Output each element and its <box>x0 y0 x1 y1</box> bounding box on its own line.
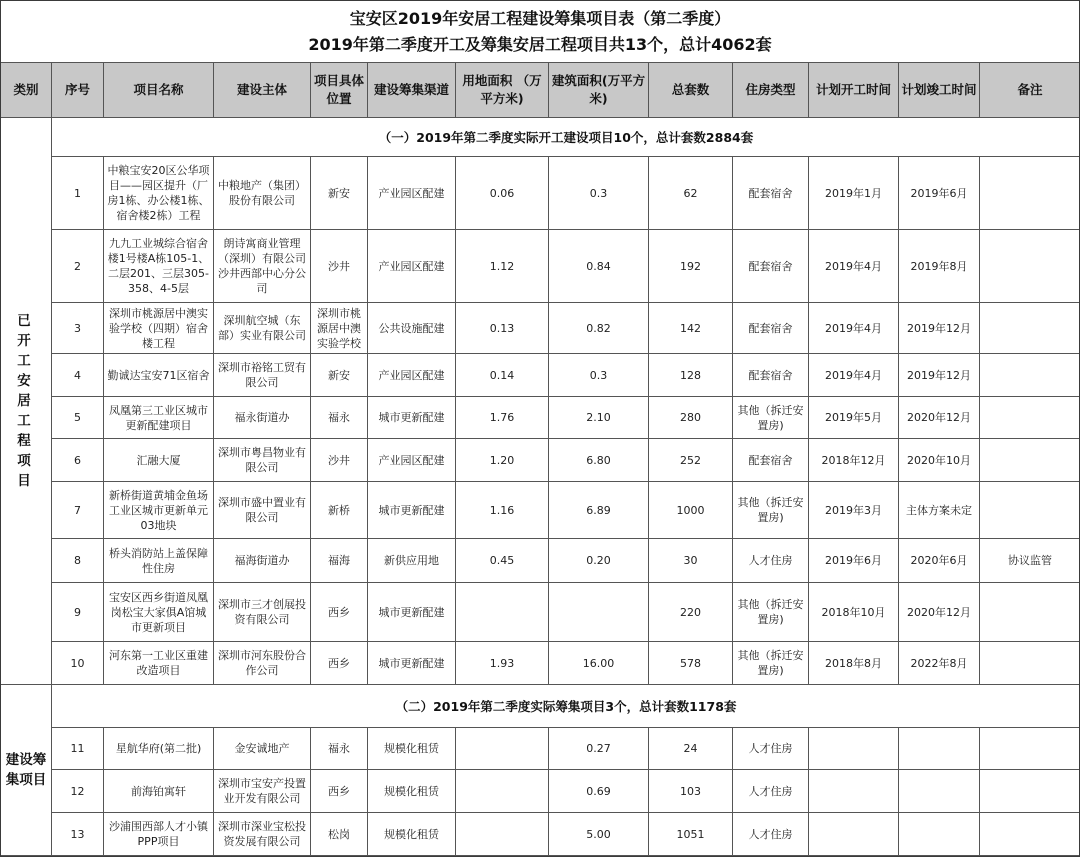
cell-building-area: 0.84 <box>549 230 649 303</box>
cell-building-area: 0.3 <box>549 354 649 397</box>
category-label: 已开工安居工程项目 <box>17 313 35 489</box>
cell-no: 7 <box>52 482 104 539</box>
cell-location: 西乡 <box>311 770 368 813</box>
col-header-no: 序号 <box>52 63 104 118</box>
cell-start: 2019年1月 <box>809 157 899 230</box>
cell-start: 2018年10月 <box>809 583 899 642</box>
cell-name: 河东第一工业区重建改造项目 <box>104 642 214 685</box>
cell-land-area: 0.06 <box>456 157 549 230</box>
cell-location: 福永 <box>311 397 368 439</box>
cell-builder: 福永街道办 <box>214 397 311 439</box>
cell-no: 6 <box>52 439 104 482</box>
section-heading: （二）2019年第二季度实际筹集项目3个，总计套数1178套 <box>52 685 1080 728</box>
cell-building-area: 6.80 <box>549 439 649 482</box>
cell-no: 12 <box>52 770 104 813</box>
cell-remark: 协议监管 <box>980 539 1080 583</box>
cell-finish: 2020年12月 <box>899 397 980 439</box>
cell-housing-type: 配套宿舍 <box>733 230 809 303</box>
cell-finish: 2020年6月 <box>899 539 980 583</box>
cell-start: 2019年5月 <box>809 397 899 439</box>
cell-location: 福海 <box>311 539 368 583</box>
cell-start: 2018年12月 <box>809 439 899 482</box>
col-header-housing-type: 住房类型 <box>733 63 809 118</box>
cell-channel: 规模化租赁 <box>368 728 456 770</box>
cell-land-area: 1.76 <box>456 397 549 439</box>
cell-builder: 深圳市盛中置业有限公司 <box>214 482 311 539</box>
cell-building-area: 2.10 <box>549 397 649 439</box>
cell-building-area: 16.00 <box>549 642 649 685</box>
cell-location: 西乡 <box>311 642 368 685</box>
cell-housing-type: 配套宿舍 <box>733 157 809 230</box>
cell-building-area: 0.20 <box>549 539 649 583</box>
cell-name: 前海铂寓轩 <box>104 770 214 813</box>
cell-no: 11 <box>52 728 104 770</box>
cell-name: 深圳市桃源居中澳实验学校（四期）宿舍楼工程 <box>104 303 214 354</box>
cell-units: 220 <box>649 583 733 642</box>
cell-location: 福永 <box>311 728 368 770</box>
cell-building-area: 0.27 <box>549 728 649 770</box>
cell-channel: 城市更新配建 <box>368 583 456 642</box>
cell-units: 103 <box>649 770 733 813</box>
cell-no: 9 <box>52 583 104 642</box>
cell-building-area: 0.82 <box>549 303 649 354</box>
cell-location: 西乡 <box>311 583 368 642</box>
cell-housing-type: 配套宿舍 <box>733 439 809 482</box>
cell-units: 128 <box>649 354 733 397</box>
cell-no: 3 <box>52 303 104 354</box>
cell-units: 142 <box>649 303 733 354</box>
section-heading: （一）2019年第二季度实际开工建设项目10个，总计套数2884套 <box>52 118 1080 157</box>
cell-channel: 城市更新配建 <box>368 482 456 539</box>
cell-builder: 深圳市粤昌物业有限公司 <box>214 439 311 482</box>
col-header-finish: 计划竣工时间 <box>899 63 980 118</box>
cell-channel: 规模化租赁 <box>368 770 456 813</box>
cell-units: 62 <box>649 157 733 230</box>
cell-housing-type: 配套宿舍 <box>733 354 809 397</box>
cell-builder: 深圳市深业宝松投资发展有限公司 <box>214 813 311 856</box>
cell-channel: 产业园区配建 <box>368 157 456 230</box>
cell-builder: 金安诚地产 <box>214 728 311 770</box>
cell-builder: 深圳市裕铭工贸有限公司 <box>214 354 311 397</box>
cell-no: 1 <box>52 157 104 230</box>
cell-name: 沙浦围西部人才小镇PPP项目 <box>104 813 214 856</box>
col-header-start: 计划开工时间 <box>809 63 899 118</box>
cell-channel: 产业园区配建 <box>368 230 456 303</box>
cell-units: 1000 <box>649 482 733 539</box>
cell-housing-type: 其他（拆迁安置房) <box>733 642 809 685</box>
cell-channel: 新供应用地 <box>368 539 456 583</box>
cell-name: 汇融大厦 <box>104 439 214 482</box>
cell-no: 13 <box>52 813 104 856</box>
col-header-remark: 备注 <box>980 63 1080 118</box>
cell-no: 5 <box>52 397 104 439</box>
cell-land-area: 1.93 <box>456 642 549 685</box>
cell-channel: 公共设施配建 <box>368 303 456 354</box>
col-header-channel: 建设筹集渠道 <box>368 63 456 118</box>
col-header-building-area: 建筑面积(万平方米) <box>549 63 649 118</box>
cell-units: 30 <box>649 539 733 583</box>
cell-name: 星航华府(第二批) <box>104 728 214 770</box>
cell-building-area: 6.89 <box>549 482 649 539</box>
cell-name: 宝安区西乡街道凤凰岗松宝大家俱A馆城市更新项目 <box>104 583 214 642</box>
cell-no: 4 <box>52 354 104 397</box>
cell-builder: 福海街道办 <box>214 539 311 583</box>
cell-land-area: 0.13 <box>456 303 549 354</box>
cell-land-area: 1.12 <box>456 230 549 303</box>
cell-location: 深圳市桃源居中澳实验学校 <box>311 303 368 354</box>
cell-no: 2 <box>52 230 104 303</box>
cell-channel: 城市更新配建 <box>368 397 456 439</box>
cell-land-area: 1.20 <box>456 439 549 482</box>
cell-builder: 深圳航空城（东部）实业有限公司 <box>214 303 311 354</box>
cell-housing-type: 配套宿舍 <box>733 303 809 354</box>
cell-finish: 2019年8月 <box>899 230 980 303</box>
cell-units: 192 <box>649 230 733 303</box>
cell-start: 2019年4月 <box>809 230 899 303</box>
col-header-builder: 建设主体 <box>214 63 311 118</box>
cell-location: 新安 <box>311 354 368 397</box>
cell-finish: 2020年12月 <box>899 583 980 642</box>
cell-building-area: 5.00 <box>549 813 649 856</box>
cell-finish: 2019年6月 <box>899 157 980 230</box>
cell-location: 沙井 <box>311 230 368 303</box>
cell-channel: 产业园区配建 <box>368 354 456 397</box>
cell-location: 新桥 <box>311 482 368 539</box>
cell-housing-type: 人才住房 <box>733 770 809 813</box>
cell-channel: 规模化租赁 <box>368 813 456 856</box>
table-subtitle: 2019年第二季度开工及筹集安居工程项目共13个，总计4062套 <box>308 34 772 54</box>
cell-land-area: 0.14 <box>456 354 549 397</box>
col-header-land-area: 用地面积 （万平方米) <box>456 63 549 118</box>
cell-housing-type: 其他（拆迁安置房) <box>733 583 809 642</box>
col-header-location: 项目具体位置 <box>311 63 368 118</box>
cell-name: 九九工业城综合宿舍楼1号楼A栋105-1、二层201、三层305-358、4-5层 <box>104 230 214 303</box>
cell-units: 24 <box>649 728 733 770</box>
cell-name: 新桥街道黄埔金鱼场工业区城市更新单元03地块 <box>104 482 214 539</box>
cell-land-area: 0.45 <box>456 539 549 583</box>
cell-housing-type: 人才住房 <box>733 539 809 583</box>
cell-builder: 深圳市三才创展投资有限公司 <box>214 583 311 642</box>
cell-finish: 2022年8月 <box>899 642 980 685</box>
cell-building-area: 0.69 <box>549 770 649 813</box>
cell-builder: 深圳市河东股份合作公司 <box>214 642 311 685</box>
cell-start: 2019年6月 <box>809 539 899 583</box>
cell-channel: 城市更新配建 <box>368 642 456 685</box>
cell-name: 勤诚达宝安71区宿舍 <box>104 354 214 397</box>
col-header-name: 项目名称 <box>104 63 214 118</box>
cell-no: 10 <box>52 642 104 685</box>
col-header-category: 类别 <box>1 63 52 118</box>
cell-housing-type: 其他（拆迁安置房) <box>733 482 809 539</box>
cell-finish: 2020年10月 <box>899 439 980 482</box>
cell-land-area: 1.16 <box>456 482 549 539</box>
cell-housing-type: 人才住房 <box>733 813 809 856</box>
col-header-units: 总套数 <box>649 63 733 118</box>
cell-housing-type: 人才住房 <box>733 728 809 770</box>
cell-building-area: 0.3 <box>549 157 649 230</box>
category-label: 建设筹集项目 <box>5 752 47 788</box>
table-title: 宝安区2019年安居工程建设筹集项目表（第二季度） <box>349 8 731 28</box>
cell-builder: 中粮地产（集团）股份有限公司 <box>214 157 311 230</box>
cell-start: 2018年8月 <box>809 642 899 685</box>
cell-name: 桥头消防站上盖保障性住房 <box>104 539 214 583</box>
cell-name: 凤凰第三工业区城市更新配建项目 <box>104 397 214 439</box>
cell-channel: 产业园区配建 <box>368 439 456 482</box>
cell-finish: 2019年12月 <box>899 303 980 354</box>
cell-builder: 朗诗寓商业管理（深圳）有限公司沙井西部中心分公司 <box>214 230 311 303</box>
cell-units: 1051 <box>649 813 733 856</box>
cell-housing-type: 其他（拆迁安置房) <box>733 397 809 439</box>
cell-builder: 深圳市宝安产投置业开发有限公司 <box>214 770 311 813</box>
cell-units: 252 <box>649 439 733 482</box>
cell-location: 松岗 <box>311 813 368 856</box>
cell-location: 新安 <box>311 157 368 230</box>
cell-finish: 主体方案未定 <box>899 482 980 539</box>
cell-start: 2019年4月 <box>809 354 899 397</box>
cell-location: 沙井 <box>311 439 368 482</box>
cell-name: 中粮宝安20区公华项目——园区提升（厂房1栋、办公楼1栋、宿舍楼2栋）工程 <box>104 157 214 230</box>
cell-start: 2019年3月 <box>809 482 899 539</box>
cell-units: 578 <box>649 642 733 685</box>
cell-no: 8 <box>52 539 104 583</box>
cell-units: 280 <box>649 397 733 439</box>
cell-start: 2019年4月 <box>809 303 899 354</box>
cell-finish: 2019年12月 <box>899 354 980 397</box>
